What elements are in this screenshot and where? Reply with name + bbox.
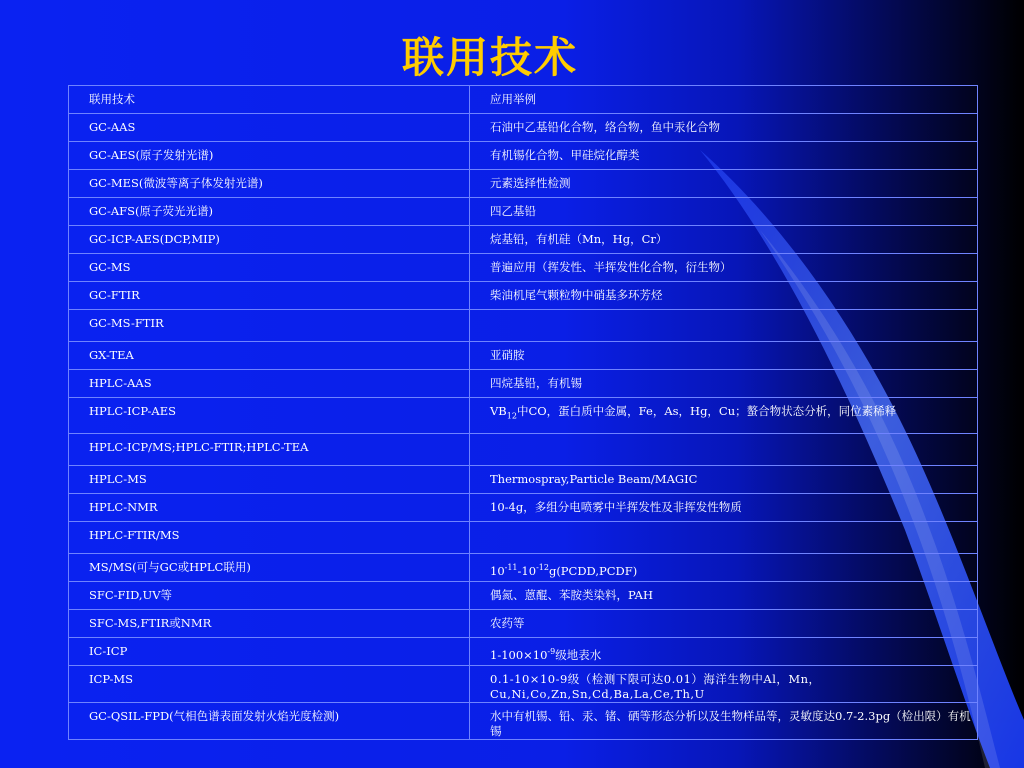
application-cell: 水中有机锡、铅、汞、锗、硒等形态分析以及生物样品等，灵敏度达0.7-2.3pg（检出限）有机锡 [470,703,978,740]
application-cell [470,554,978,582]
table-row [69,582,978,610]
exponent: -9 [547,647,556,656]
technique-cell: SFC-FID,UV等 [69,582,470,610]
table-header-row [69,86,978,114]
table-row [69,170,978,198]
table-row [69,522,978,554]
technique-cell: GC-AFS(原子荧光光谱) [69,198,470,226]
table-row [69,198,978,226]
application-cell: 四烷基铅，有机锡 [470,370,978,398]
application-cell: 普遍应用（挥发性、半挥发性化合物，衍生物） [470,254,978,282]
application-cell [470,434,978,466]
technique-cell: HPLC-NMR [69,494,470,522]
header-technique: 联用技术 [69,86,470,114]
header-application: 应用举例 [470,86,978,114]
value-part: -10 [517,563,537,578]
vb-subscript: 12 [506,411,517,421]
slide-title: 联用技术 [401,33,578,82]
technique-cell: GC-AES(原子发射光谱) [69,142,470,170]
application-cell: 石油中乙基铅化合物，络合物，鱼中汞化合物 [470,114,978,142]
application-cell: 柴油机尾气颗粒物中硝基多环芳烃 [470,282,978,310]
technique-cell: HPLC-ICP/MS;HPLC-FTIR;HPLC-TEA [69,434,470,466]
application-cell: 烷基铅，有机硅（Mn，Hg，Cr） [470,226,978,254]
application-cell: Thermospray,Particle Beam/MAGIC [470,466,978,494]
value-part: 1-100×10 [490,647,548,662]
technique-cell: GC-MES(微波等离子体发射光谱) [69,170,470,198]
table-row [69,494,978,522]
technique-cell: SFC-MS,FTIR或NMR [69,610,470,638]
application-cell: 亚硝胺 [470,342,978,370]
vb-prefix: VB [490,404,507,418]
table-row [69,398,978,434]
technique-cell: IC-ICP [69,638,470,666]
table-row [69,638,978,666]
technique-cell: HPLC-MS [69,466,470,494]
value-part: 级地表水 [555,647,602,662]
technique-cell: ICP-MS [69,666,470,703]
technique-cell: GC-ICP-AES(DCP,MIP) [69,226,470,254]
technique-cell: GC-FTIR [69,282,470,310]
application-cell [470,398,978,434]
application-cell: 四乙基铅 [470,198,978,226]
application-cell [470,522,978,554]
technique-cell: GX-TEA [69,342,470,370]
table-row [69,554,978,582]
technique-cell: HPLC-ICP-AES [69,398,470,434]
application-cell: 元素选择性检测 [470,170,978,198]
table-row [69,114,978,142]
exponent: -12 [536,563,549,572]
value-part: 10 [490,563,505,578]
table-row [69,254,978,282]
table-row [69,226,978,254]
table-row [69,370,978,398]
technique-cell: GC-QSIL-FPD(气相色谱表面发射火焰光度检测) [69,703,470,740]
table-row [69,142,978,170]
table-row [69,342,978,370]
technique-cell: GC-MS-FTIR [69,310,470,342]
application-cell: 偶氮、蒽醌、苯胺类染料，PAH [470,582,978,610]
application-cell: 10-4g，多组分电喷雾中半挥发性及非挥发性物质 [470,494,978,522]
exponent: -11 [504,563,518,572]
table-row [69,666,978,703]
table-row [69,703,978,740]
table-row [69,310,978,342]
application-cell: 农药等 [470,610,978,638]
table-row [69,466,978,494]
vb-suffix: 中CO，蛋白质中金属，Fe，As，Hg，Cu；螯合物状态分析，同位素稀释 [516,404,897,418]
value-part: g(PCDD,PCDF) [548,563,638,578]
technique-cell: GC-MS [69,254,470,282]
table-row [69,282,978,310]
application-cell: 0.1-10×10-9级（检测下限可达0.01）海洋生物中Al，Mn，Cu,Ni,Co,Zn,Sn,Cd,Ba,La,Ce,Th,U [470,666,978,703]
table-row [69,610,978,638]
technique-cell: HPLC-FTIR/MS [69,522,470,554]
application-cell: 有机锡化合物、甲硅烷化醇类 [470,142,978,170]
technique-cell: MS/MS(可与GC或HPLC联用) [69,554,470,582]
application-cell [470,638,978,666]
coupling-techniques-table [68,85,978,740]
table-row [69,434,978,466]
technique-cell: HPLC-AAS [69,370,470,398]
technique-cell: GC-AAS [69,114,470,142]
application-cell [470,310,978,342]
